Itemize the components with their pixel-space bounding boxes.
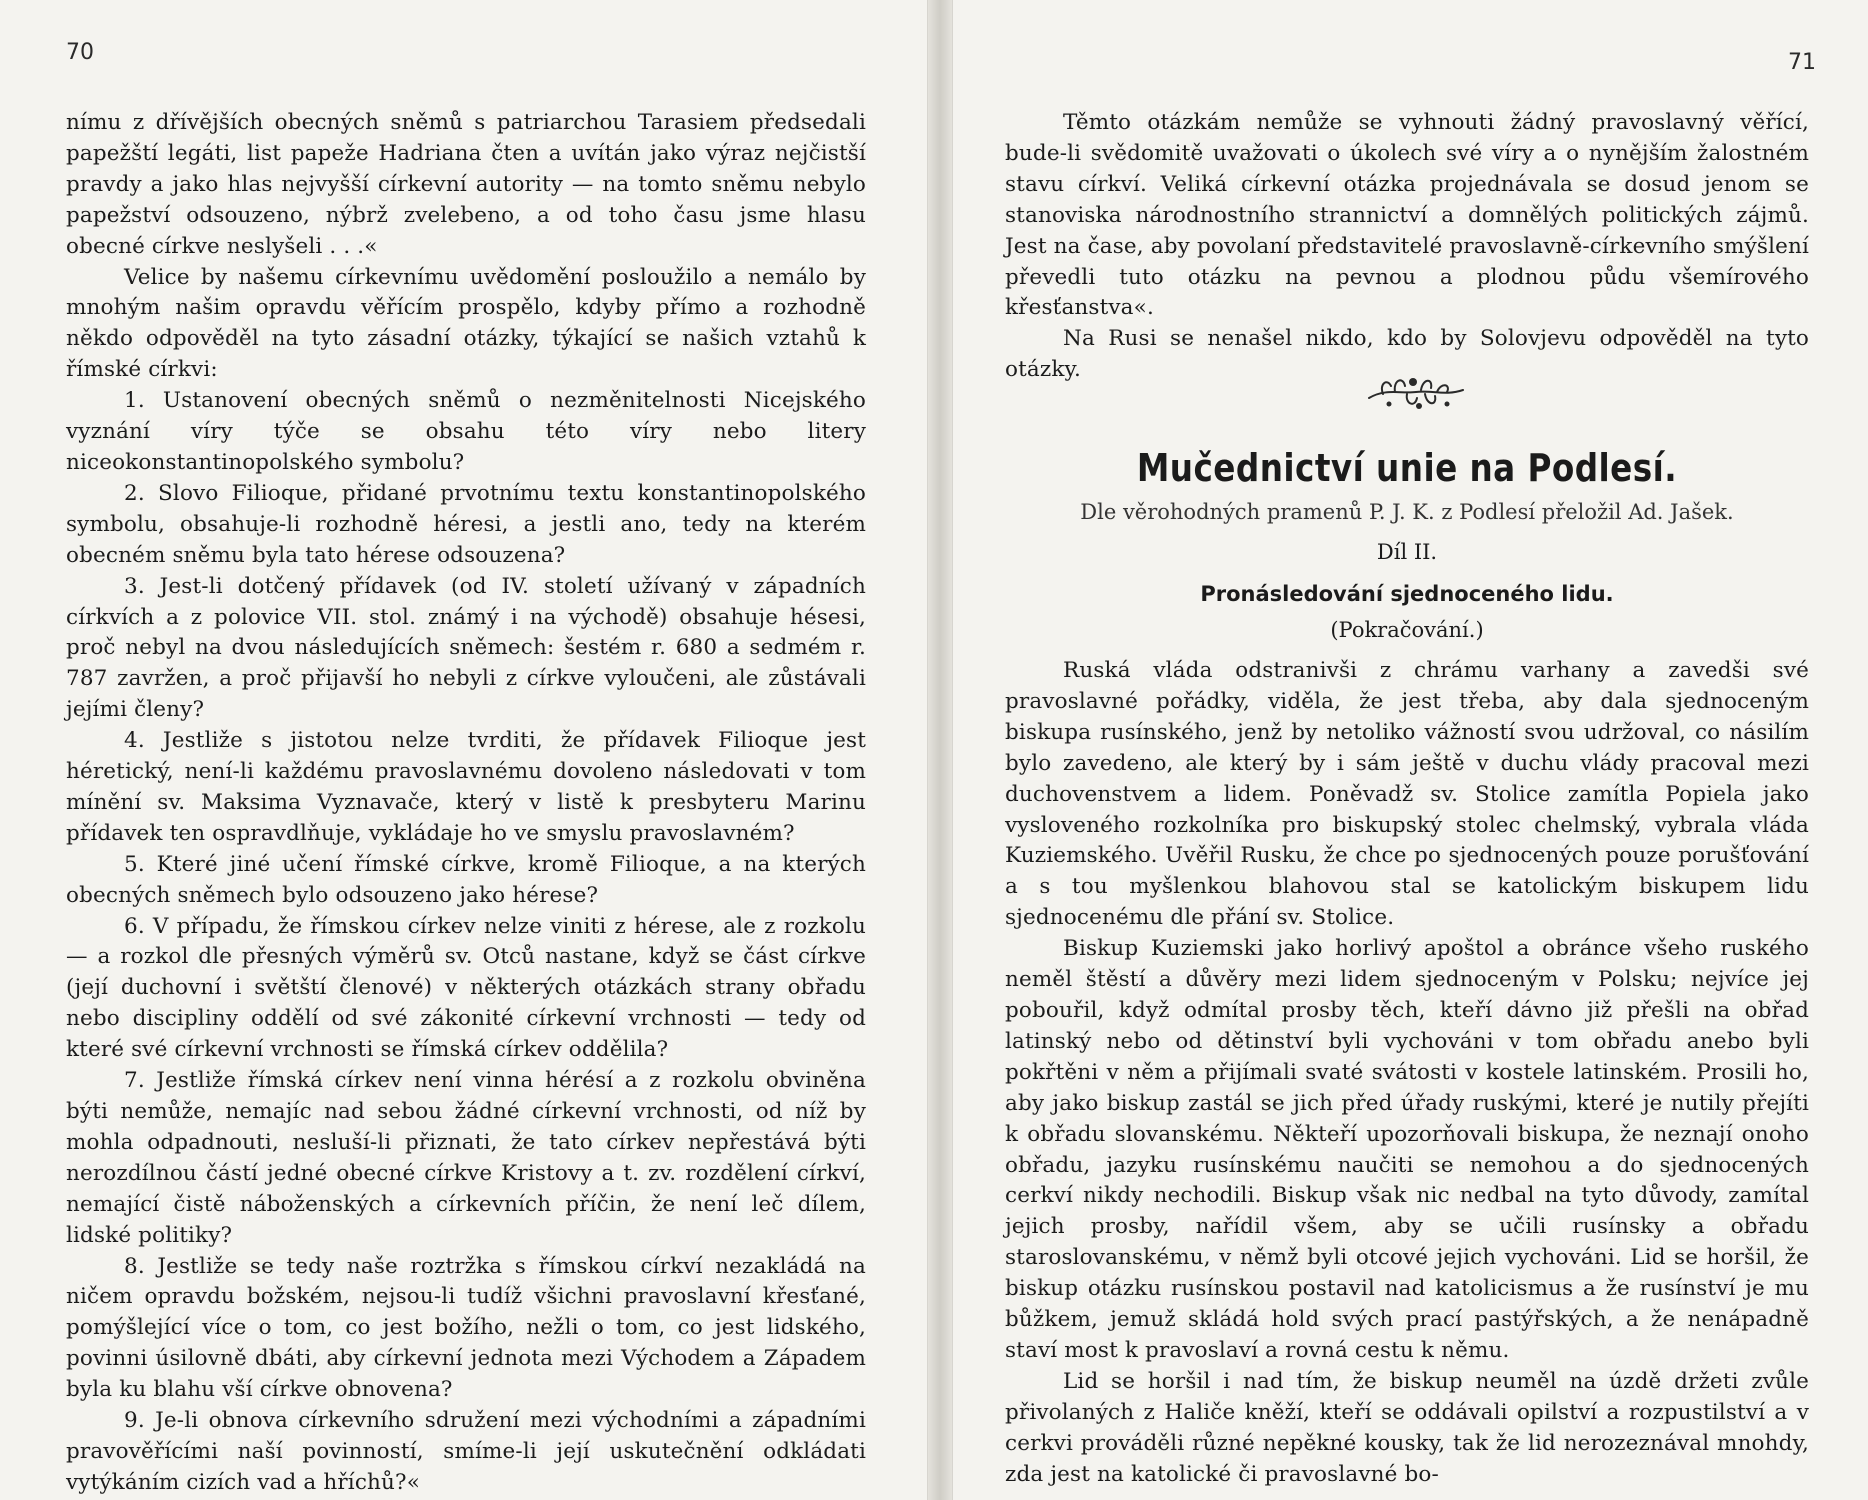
book-gutter <box>928 0 952 1500</box>
continued-note: (Pokračování.) <box>1330 618 1484 642</box>
question-8: 8. Jestliže se tedy naše roztržka s římskou církví nezakládá na ničem opravdu božském, nejsou-li tudíž všichni pravoslavní křesťané, pomýšlející více o tom, co jest božího, nežli o tom, co jest lidského, povinni úsilovně dbáti, aby církevní jednota mezi Východem a Západem byla ku blahu vší církve obnovena? <box>66 1253 866 1403</box>
question-7: 7. Jestliže římská církev není vinna hérésí a z rozkolu obviněna býti nemůže, nemajíc nad sebou žádné církevní vrchnosti, od níž by mohla odpadnouti, nesluší-li přiznati, že tato církev nepřestává býti nerozdílnou částí jedné obecné církve Kristovy a t. zv. rozdělení církví, nemající čistě náboženských a církevních příčin, že není leč dílem, lidské politiky? <box>66 1068 866 1248</box>
article-title: Mučednictví unie na Podlesí. <box>1136 446 1678 490</box>
paragraph: Na Rusi se nenašel nikdo, kdo by Solovjevu odpověděl na tyto otázky. <box>1005 326 1809 383</box>
question-9: 9. Je-li obnova církevního sdružení mezi východními a západními pravověřícími naší povinností, smíme-li její uskutečnění odkládati vytýkáním cizích vad a hříchů?« <box>66 1408 866 1495</box>
question-5: 5. Které jiné učení římské církve, kromě Filioque, a na kterých obecných sněmech bylo odsouzeno jako hérese? <box>66 851 866 908</box>
page-number: 71 <box>1788 50 1816 75</box>
question-4: 4. Jestliže s jistotou nelze tvrditi, že přídavek Filioque jest héretický, není-li každému pravoslavnému dovoleno následovati v tom mínění sv. Maksima Vyznavače, který v listě k presbyteru Marinu přídavek ten ospravdlňuje, vykládaje ho ve smyslu pravoslavném? <box>66 728 866 846</box>
byline: Dle věrohodných pramenů P. J. K. z Podlesí přeložil Ad. Jašek. <box>1080 500 1734 524</box>
right-page-top-text <box>1005 108 1809 386</box>
question-6: 6. V případu, že římskou církev nelze viniti z hérese, ale z rozkolu — a rozkol dle přesných výměrů sv. Otců nastane, když se část církve (její duchovní i světští členové) v některých otázkách strany obřadu nebo discipliny oddělí od své zákonité církevní vrchnosti — tedy od které své církevní vrchnosti se římská církev oddělila? <box>66 913 866 1063</box>
question-2: 2. Slovo Filioque, přidané prvotnímu textu konstantinopolského symbolu, obsahuje-li rozhodně héresi, a jestli ano, tedy na kterém obecném sněmu byla tato hérese odsouzena? <box>66 480 866 568</box>
question-3: 3. Jest-li dotčený přídavek (od IV. století užívaný v západních církvích a z polovice VII. stol. známý i na východě) obsahuje hésesi, proč nebyl na dvou následujících sněmech: šestém r. 680 a sedmém r. 787 zavržen, a proč přijavší ho nebyli z církve vyloučeni, ale zůstávali jejími členy? <box>66 573 866 723</box>
paragraph: Lid se horšil i nad tím, že biskup neuměl na úzdě držeti zvůle přivolaných z Haliče kněží, kteří se oddávali opilství a rozpustilství a v cerkvi prováděli různé nepěkné kousky, tak že lid nerozeznával mnohdy, zda jest na katolické či pravoslavné bo- <box>1005 1368 1809 1487</box>
left-page <box>0 0 928 1500</box>
section-heading: Pronásledování sjednoceného lidu. <box>1200 582 1614 606</box>
paragraph: Velice by našemu církevnímu uvědomění posloužilo a nemálo by mnohým našim opravdu věřícím prospělo, kdyby přímo a rozhodně někdo odpověděl na tyto zásadní otázky, týkající se našich vztahů k římské církvi: <box>66 264 866 383</box>
paragraph: nímu z dřívějších obecných sněmů s patriarchou Tarasiem předsedali papežští legáti, list papeže Hadriana čten a uvítán jako výraz nejčistší pravdy a jako hlas nejvyšší církevní autority — na tomto sněmu nebylo papežství odsouzeno, nýbrž zvelebeno, a od toho času jsme hlasu obecné církve neslyšeli . . .« <box>66 110 866 259</box>
floral-ornament-icon <box>1361 368 1471 418</box>
page-number: 70 <box>66 40 94 65</box>
paragraph: Ruská vláda odstranivši z chrámu varhany a zavedši své pravoslavné pořádky, viděla, že jest třeba, aby dala sjednoceným biskupa rusínského, jenž by netoliko vážností svou udržoval, co násilím bylo zavedeno, ale který by i sám ještě v duchu vlády pracoval mezi duchovenstvem a lidem. Poněvadž sv. Stolice zamítla Popiela jako vysloveného rozkolníka pro biskupský stolec chelmský, vybrala vláda Kuziemského. Uvěřil Rusku, že chce po sjednocených pouze porušťování a s tou myšlenkou blahovou stal se katolickým biskupem lidu sjednocenému dle přání sv. Stolice. <box>1005 658 1809 931</box>
right-page <box>952 0 1868 1500</box>
left-page-text <box>66 108 866 1499</box>
question-1: 1. Ustanovení obecných sněmů o nezměnitelnosti Nicejského vyznání víry týče se obsahu této víry nebo litery niceokonstantinopolského symbolu? <box>66 388 866 475</box>
part-label: Díl II. <box>1376 540 1438 564</box>
paragraph: Biskup Kuziemski jako horlivý apoštol a obránce všeho ruského neměl štěstí a důvěry mezi lidem sjednoceným v Polsku; nejvíce jej pobouřil, když odmítal prosby těch, kteří dávno již přešli na obřad latinský nebo od dětinství byli vychováni v tom obřadu anebo byli pokřtěni v něm a přijímali svaté svátosti v kostele latinském. Prosili ho, aby jako biskup zastál se jich před úřady ruskými, které je nutily přejíti k obřadu slovanskému. Někteří upozorňovali biskupa, že neznají onoho obřadu, jazyku rusínskému naučiti se nemohou a do sjednocených cerkví nikdy nechodili. Biskup však nic nedbal na tyto důvody, zamítal jejich prosby, nařídil všem, aby se učili rusínsky a obřadu staroslovanskému, v němž byli otcové jejich vychováni. Lid se horšil, že biskup otázku rusínskou postavil nad katolicismus a že rusínství je mu bůžkem, jemuž skládá hold svých prací pastýřských, a že nenápadně staví most k pravoslaví a rovná cestu k němu. <box>1005 936 1809 1363</box>
paragraph: Těmto otázkám nemůže se vyhnouti žádný pravoslavný věřící, bude-li svědomitě uvažovati o úkolech své víry a o nynějším žalostném stavu církví. Veliká církevní otázka projednávala se dosud jenom se stanoviska národnostního strannictví a domnělých politických zájmů. Jest na čase, aby povolaní představitelé pravoslavně-církevního smýšlení převedli tuto otázku na pevnou a plodnou půdu všemírového křesťanstva«. <box>1005 110 1809 321</box>
right-page-body-text <box>1005 656 1809 1490</box>
